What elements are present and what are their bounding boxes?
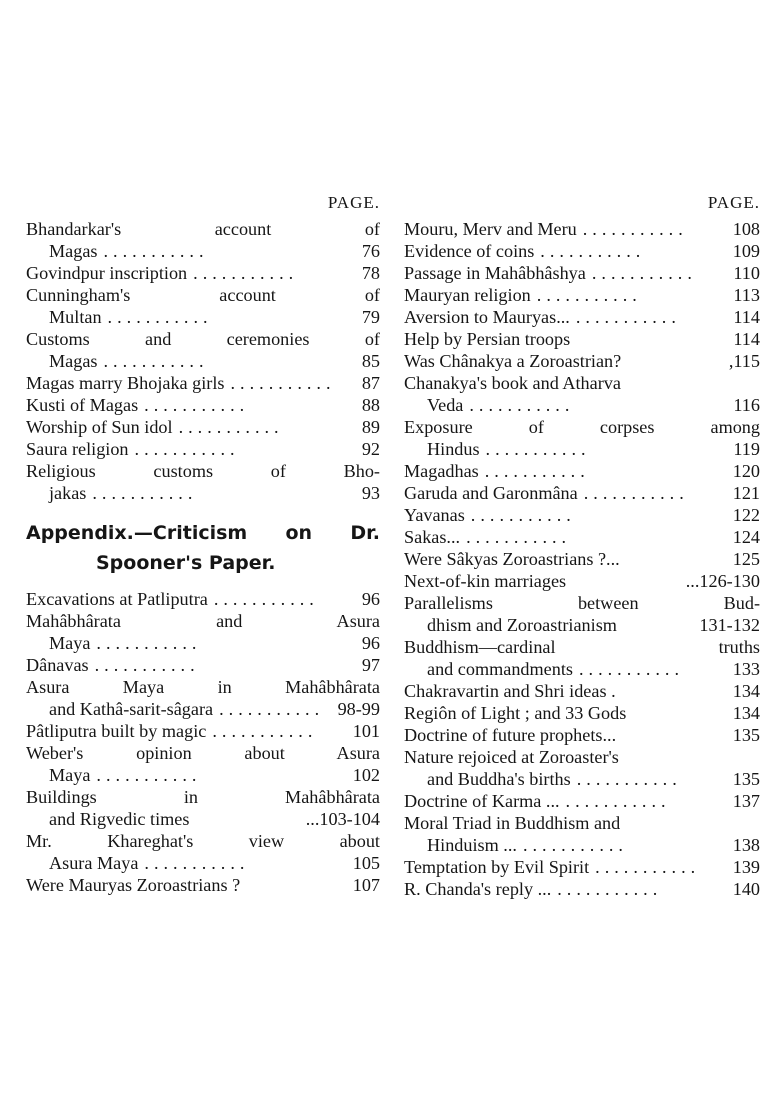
page-number: 116 [733,395,760,415]
index-entry: Chanakya's book and Atharva Veda ........... 116 [404,373,760,415]
entry-text: Saura religion [26,439,129,459]
page-number: 98-99 [337,699,380,719]
right-entries [404,218,760,900]
index-entry: Exposure of corpses among Hindus ........... 119 [404,417,760,459]
entry-text: Passage in Mahâbhâshya [404,263,586,283]
entry-text: and Rigvedic times [49,809,190,829]
index-entry: Dânavas ........... 97 [26,655,380,675]
page-number: 78 [361,263,380,283]
entry-text: Veda [427,395,464,415]
page-number: 108 [732,219,760,239]
entry-text: Were Sâkyas Zoroastrians ?... [404,549,620,569]
index-entry: Worship of Sun idol ........... 89 [26,417,380,437]
index-entry [26,786,380,830]
index-entry: Nature rejoiced at Zoroaster's and Buddha's births ........... 135 [404,747,760,789]
entry-text: Parallelisms between Bud- [404,593,760,613]
index-entry: Aversion to Mauryas... ........... 114 [404,307,760,327]
entry-text: Customs and ceremonies of [26,329,380,349]
entry-text: Doctrine of Karma ... [404,791,560,811]
page-number: 97 [361,655,380,675]
left-entries-after [26,588,380,896]
entry-text: Mauryan religion [404,285,531,305]
index-entry: Mr. Khareghat's view about Asura Maya ........... 105 [26,831,380,873]
entry-text: Worship of Sun idol [26,417,173,437]
index-entry: Cunningham's account of Multan ........... 79 [26,285,380,327]
index-entry: Bhandarkar's account of Magas ........... 76 [26,219,380,261]
entry-text: Govindpur inscription [26,263,188,283]
entry-text: Magadhas [404,461,479,481]
index-entry: Govindpur inscription ........... 78 [26,263,380,283]
page-number: 124 [732,527,760,547]
index-entry: Mahâbhârata and Asura Maya ........... 96 [26,611,380,653]
left-entries-before [26,218,380,504]
entry-text: Evidence of coins [404,241,535,261]
entry-text: Cunningham's account of [26,285,380,305]
page-number: 113 [733,285,760,305]
entry-text: Multan [49,307,102,327]
entry-text: Hindus [427,439,480,459]
page-number: 134 [732,681,760,701]
entry-text: jakas [49,483,87,503]
page-number: 140 [732,879,760,899]
page-number: 114 [733,329,760,349]
index-entry: Saura religion ........... 92 [26,439,380,459]
index-entry: Moral Triad in Buddhism and Hinduism ... ........... 138 [404,813,760,855]
entry-text: Regiôn of Light ; and 33 Gods [404,703,627,723]
entry-text: Mr. Khareghat's view about [26,831,380,851]
page-number: 137 [732,791,760,811]
index-entry [404,350,760,372]
entry-text: Temptation by Evil Spirit [404,857,590,877]
entry-text: Pâtliputra built by magic [26,721,207,741]
entry-text: Mahâbhârata and Asura [26,611,380,631]
entry-text: and commandments [427,659,573,679]
index-entry: Religious customs of Bho- jakas ........... 93 [26,461,380,503]
index-entry: Excavations at Patliputra ........... 96 [26,589,380,609]
entry-text: Asura Maya [49,853,139,873]
index-entry: Passage in Mahâbhâshya ........... 110 [404,263,760,283]
page-number: 125 [732,549,760,569]
entry-text: Weber's opinion about Asura [26,743,380,763]
page-number: 107 [352,875,380,895]
index-entry: Doctrine of Karma ... ........... 137 [404,791,760,811]
entry-text: Magas [49,241,98,261]
page-number: 85 [361,351,380,371]
entry-text: Doctrine of future prophets... [404,725,617,745]
page-number: 102 [352,765,380,785]
index-entry [404,702,760,724]
entry-text: Hinduism ... [427,835,517,855]
entry-text: and Kathâ-sarit-sâgara [49,699,214,719]
entry-text: Exposure of corpses among [404,417,760,437]
entry-text: and Buddha's births [427,769,571,789]
index-entry: Magadhas ........... 120 [404,461,760,481]
page-number: 122 [732,505,760,525]
entry-text: Maya [49,765,91,785]
index-entry: Buddhism—cardinal truths and commandments ........... 133 [404,637,760,679]
entry-text: Buildings in Mahâbhârata [26,787,380,807]
entry-text: dhism and Zoroastrianism [427,615,617,635]
appendix-heading [26,518,380,578]
page-number: 87 [361,373,380,393]
page-number: ...126-130 [685,571,760,591]
index-entry: Yavanas ........... 122 [404,505,760,525]
page-number: ,115 [728,351,760,371]
entry-text: Bhandarkar's account of [26,219,380,239]
index-entry [404,548,760,570]
entry-text: Asura Maya in Mahâbhârata [26,677,380,697]
page-number: 119 [733,439,760,459]
entry-text: Chakravartin and Shri ideas . [404,681,616,701]
index-entry [26,874,380,896]
entry-text: Sakas... [404,527,461,547]
page-number: 109 [732,241,760,261]
page-number: 92 [361,439,380,459]
page-number: ...103-104 [305,809,380,829]
appendix-heading-line-1: Appendix.—Criticism on Dr. [26,522,380,544]
index-entry: Evidence of coins ........... 109 [404,241,760,261]
page-number: 120 [732,461,760,481]
index-entry: Temptation by Evil Spirit ........... 139 [404,857,760,877]
entry-text: Religious customs of Bho- [26,461,380,481]
page-number: 134 [732,703,760,723]
entry-text: Aversion to Mauryas... [404,307,570,327]
entry-text: Nature rejoiced at Zoroaster's [404,747,619,767]
entry-text: Moral Triad in Buddhism and [404,813,621,833]
page-number: 79 [361,307,380,327]
page-number: 114 [733,307,760,327]
page-number: 139 [732,857,760,877]
page-number: 131-132 [699,615,760,635]
entry-text: Chanakya's book and Atharva [404,373,621,393]
index-entry [404,570,760,592]
right-index-column [404,188,760,900]
index-entry [404,724,760,746]
page-number: 135 [732,725,760,745]
entry-text: Garuda and Garonmâna [404,483,578,503]
entry-text: Maya [49,633,91,653]
page-number: 76 [361,241,380,261]
entry-text: Kusti of Magas [26,395,139,415]
index-entry: Mouru, Merv and Meru ........... 108 [404,219,760,239]
index-entry: Sakas... ........... 124 [404,527,760,547]
entry-text: Was Chânakya a Zoroastrian? [404,351,622,371]
index-entry: Customs and ceremonies of Magas ........... 85 [26,329,380,371]
index-entry: Magas marry Bhojaka girls ........... 87 [26,373,380,393]
entry-text: Were Mauryas Zoroastrians ? [26,875,241,895]
index-entry: Garuda and Garonmâna ........... 121 [404,483,760,503]
entry-text: Buddhism—cardinal truths [404,637,760,657]
left-index-column [26,188,380,896]
page-number: 89 [361,417,380,437]
entry-text: Next-of-kin marriages [404,571,567,591]
entry-text: Mouru, Merv and Meru [404,219,577,239]
entry-text: R. Chanda's reply ... [404,879,552,899]
page-number: 88 [361,395,380,415]
entry-text: Magas marry Bhojaka girls [26,373,225,393]
page-number: 138 [732,835,760,855]
entry-text: Help by Persian troops [404,329,571,349]
page-number: 110 [733,263,760,283]
left-page-heading: PAGE. [327,193,380,212]
index-entry: Pâtliputra built by magic ........... 101 [26,721,380,741]
index-entry: R. Chanda's reply ... ........... 140 [404,879,760,899]
page-number: 101 [352,721,380,741]
index-entry: Weber's opinion about Asura Maya ........... 102 [26,743,380,785]
index-entry: Asura Maya in Mahâbhârata and Kathâ-sarit-sâgara ........... 98-99 [26,677,380,719]
page-number: 133 [732,659,760,679]
appendix-heading-line-2: Spooner's Paper. [96,552,276,574]
index-entry [404,328,760,350]
entry-text: Yavanas [404,505,465,525]
index-entry [404,680,760,702]
index-entry [404,592,760,636]
index-entry: Kusti of Magas ........... 88 [26,395,380,415]
page-number: 121 [732,483,760,503]
page-number: 96 [361,589,380,609]
page-number: 105 [352,853,380,873]
page-number: 93 [361,483,380,503]
page-number: 135 [732,769,760,789]
page-number: 96 [361,633,380,653]
entry-text: Dânavas [26,655,89,675]
right-page-heading: PAGE. [707,193,760,212]
index-entry: Mauryan religion ........... 113 [404,285,760,305]
entry-text: Magas [49,351,98,371]
entry-text: Excavations at Patliputra [26,589,208,609]
